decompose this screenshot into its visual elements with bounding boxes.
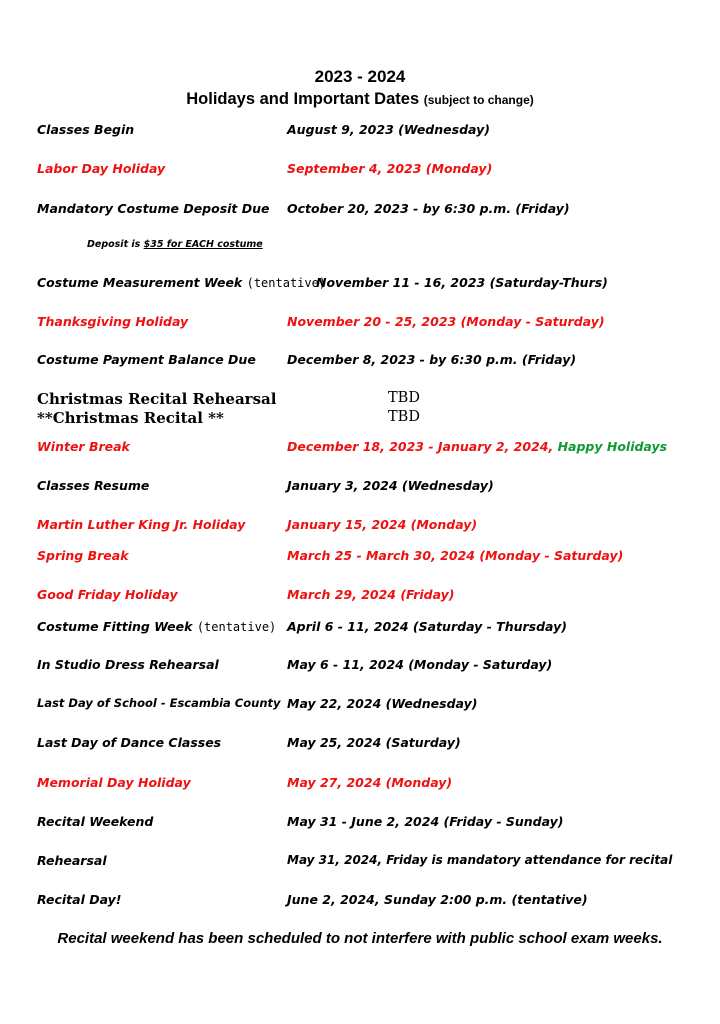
title-text: Holidays and Important Dates [186, 90, 420, 108]
event-label: Classes Begin [37, 122, 135, 137]
event-date: March 29, 2024 (Friday) [287, 587, 455, 602]
event-date: March 25 - March 30, 2024 (Monday - Saturday) [287, 548, 624, 563]
event-date: May 31 - June 2, 2024 (Friday - Sunday) [287, 814, 564, 829]
footer-note: Recital weekend has been scheduled to not interfere with public school exam weeks. [57, 930, 663, 947]
date-row-winter-break [0, 439, 720, 461]
event-date: May 31, 2024, Friday is mandatory attendance for recital [287, 853, 673, 867]
event-date: October 20, 2023 - by 6:30 p.m. (Friday) [287, 201, 570, 216]
date-row-spring-break [0, 548, 720, 570]
christmas-rehearsal-label: Christmas Recital Rehearsal [37, 390, 277, 408]
event-date: November 11 - 16, 2023 (Saturday-Thurs) [316, 275, 608, 290]
date-row-recital-day [0, 892, 720, 914]
christmas-rehearsal-date: TBD [388, 390, 420, 406]
date-row-last-day-school [0, 696, 720, 718]
deposit-amount: $35 for EACH costume [143, 239, 263, 250]
date-row-dress-rehearsal [0, 657, 720, 679]
date-row-rehearsal [0, 853, 720, 875]
event-date: May 25, 2024 (Saturday) [287, 735, 461, 750]
date-row-costume-deposit [0, 201, 720, 223]
event-date: April 6 - 11, 2024 (Saturday - Thursday) [287, 619, 567, 634]
christmas-recital-date: TBD [388, 409, 420, 425]
event-date: June 2, 2024, Sunday 2:00 p.m. (tentative) [287, 892, 588, 907]
event-date: September 4, 2023 (Monday) [287, 161, 493, 176]
date-row-classes-begin [0, 122, 720, 144]
date-row-costume-fitting [0, 619, 720, 641]
event-label: Labor Day Holiday [37, 161, 166, 176]
event-label: Good Friday Holiday [37, 587, 178, 602]
tentative-note: (tentative) [196, 620, 277, 634]
event-label-text: Costume Fitting Week [37, 619, 193, 634]
event-label: Recital Day! [37, 892, 122, 907]
event-date: May 22, 2024 (Wednesday) [287, 696, 478, 711]
calendar-title [0, 90, 720, 109]
event-date [287, 439, 667, 454]
event-label: Martin Luther King Jr. Holiday [37, 517, 246, 532]
event-label: In Studio Dress Rehearsal [37, 657, 219, 672]
event-date: August 9, 2023 (Wednesday) [287, 122, 490, 137]
date-row-costume-measurement [0, 275, 720, 297]
event-label: Rehearsal [37, 853, 107, 868]
event-label: Last Day of School - Escambia County [37, 696, 281, 710]
date-row-last-day-dance [0, 735, 720, 757]
deposit-note [87, 239, 263, 250]
tentative-note: (tentative) [246, 276, 327, 290]
event-date: May 6 - 11, 2024 (Monday - Saturday) [287, 657, 553, 672]
event-label: Recital Weekend [37, 814, 154, 829]
date-row-memorial-day [0, 775, 720, 797]
happy-holidays-greeting: Happy Holidays [557, 439, 668, 454]
event-date: November 20 - 25, 2023 (Monday - Saturday) [287, 314, 605, 329]
event-label-text: Costume Measurement Week [37, 275, 243, 290]
event-label: Last Day of Dance Classes [37, 735, 222, 750]
date-row-recital-weekend [0, 814, 720, 836]
date-row-mlk-holiday [0, 517, 720, 539]
date-row-classes-resume [0, 478, 720, 500]
event-label: Thanksgiving Holiday [37, 314, 189, 329]
subject-to-change-note: (subject to change) [423, 93, 534, 107]
event-date-text: December 18, 2023 - January 2, 2024, [287, 439, 554, 454]
event-date: December 8, 2023 - by 6:30 p.m. (Friday) [287, 352, 577, 367]
date-row-thanksgiving [0, 314, 720, 336]
event-date: May 27, 2024 (Monday) [287, 775, 453, 790]
date-row-costume-payment [0, 352, 720, 374]
event-label [37, 275, 326, 290]
date-row-good-friday [0, 587, 720, 609]
event-date: January 3, 2024 (Wednesday) [287, 478, 494, 493]
calendar-year: 2023 - 2024 [314, 67, 406, 86]
event-label: Mandatory Costume Deposit Due [37, 201, 270, 216]
event-label: Spring Break [37, 548, 129, 563]
deposit-note-prefix: Deposit is [87, 239, 144, 250]
christmas-recital-label: **Christmas Recital ** [37, 409, 224, 427]
event-label: Costume Payment Balance Due [37, 352, 256, 367]
date-row-labor-day [0, 161, 720, 183]
event-label: Winter Break [37, 439, 130, 454]
event-date: January 15, 2024 (Monday) [287, 517, 478, 532]
event-label: Classes Resume [37, 478, 150, 493]
event-label [37, 619, 276, 634]
event-label: Memorial Day Holiday [37, 775, 191, 790]
